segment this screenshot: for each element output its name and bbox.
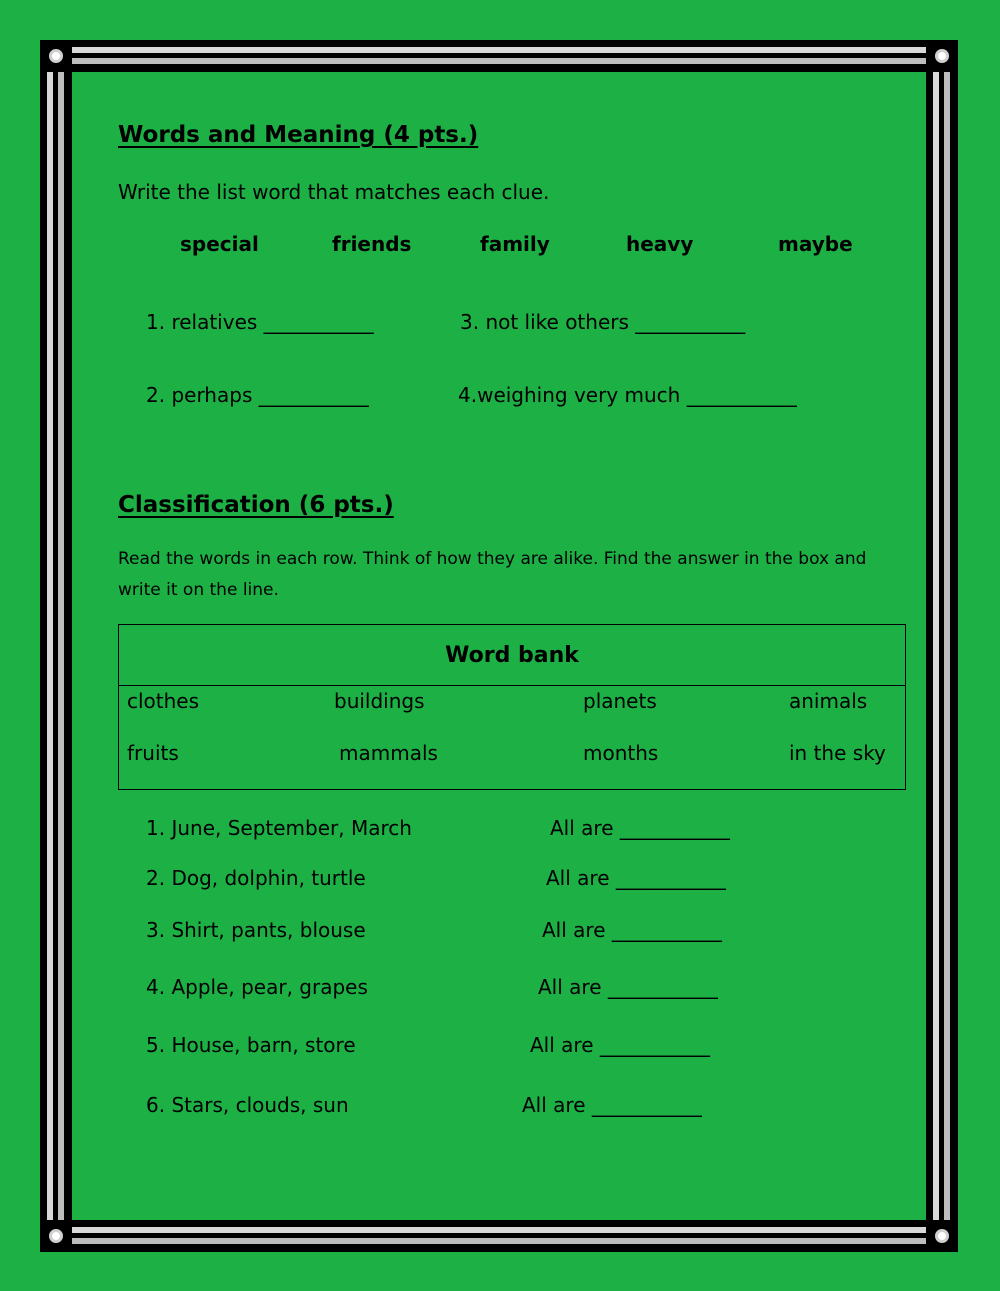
classification-item: 3. Shirt, pants, blouse [146,918,366,942]
classification-item: 2. Dog, dolphin, turtle [146,866,366,890]
section-title-classification: Classification (6 pts.) [118,492,394,518]
word-bank-entry: clothes [127,689,200,713]
answer-prompt: All are [546,866,610,890]
answer-line [522,1093,702,1117]
answer-line [542,918,722,942]
classification-item: 5. House, barn, store [146,1033,356,1057]
word-bank-entry: in the sky [789,741,886,765]
answer-blank[interactable] [259,383,369,407]
answer-prompt: All are [542,918,606,942]
answer-line [546,866,726,890]
frame-top-border [40,40,958,72]
answer-prompt: All are [538,975,602,999]
classification-item: 4. Apple, pear, grapes [146,975,368,999]
clue-text: 1. relatives [146,310,258,334]
answer-blank[interactable] [612,918,722,942]
word-bank-entry: planets [583,689,657,713]
list-word: friends [332,232,412,256]
answer-blank[interactable] [635,310,745,334]
answer-prompt: All are [550,816,614,840]
answer-blank[interactable] [620,816,730,840]
clue-item [458,383,797,407]
answer-line [538,975,718,999]
clue-text: 4.weighing very much [458,383,681,407]
section2-instruction: Read the words in each row. Think of how they are alike. Find the answer in the box and write it on the line. [118,549,867,600]
frame-bottom-border [40,1220,958,1252]
answer-line [550,816,730,840]
answer-blank[interactable] [592,1093,702,1117]
frame-right-border [926,40,958,1252]
clue-item [146,383,369,407]
answer-prompt: All are [522,1093,586,1117]
frame-corner-rivet [40,40,72,72]
frame-left-border [40,40,72,1252]
word-bank-entry: animals [789,689,868,713]
frame-corner-rivet [40,1220,72,1252]
answer-blank[interactable] [687,383,797,407]
frame-corner-rivet [926,40,958,72]
clue-text: 2. perhaps [146,383,253,407]
word-bank-entry: fruits [127,741,179,765]
answer-prompt: All are [530,1033,594,1057]
word-bank-entry: months [583,741,659,765]
list-word: maybe [778,232,853,256]
classification-item: 1. June, September, March [146,816,412,840]
answer-blank[interactable] [608,975,718,999]
section-title-words-and-meaning: Words and Meaning (4 pts.) [118,122,479,148]
clue-text: 3. not like others [460,310,629,334]
frame-corner-rivet [926,1220,958,1252]
word-bank-entry: mammals [339,741,438,765]
list-word: family [480,232,550,256]
word-bank-title: Word bank [119,625,905,686]
clue-item [146,310,374,334]
word-bank-box [118,624,906,790]
answer-blank[interactable] [600,1033,710,1057]
word-bank-entry: buildings [334,689,425,713]
classification-item: 6. Stars, clouds, sun [146,1093,349,1117]
section1-instruction: Write the list word that matches each clue. [118,180,550,204]
clue-item [460,310,745,334]
answer-blank[interactable] [616,866,726,890]
answer-blank[interactable] [264,310,374,334]
answer-line [530,1033,710,1057]
list-word: heavy [626,232,694,256]
list-word: special [180,232,259,256]
